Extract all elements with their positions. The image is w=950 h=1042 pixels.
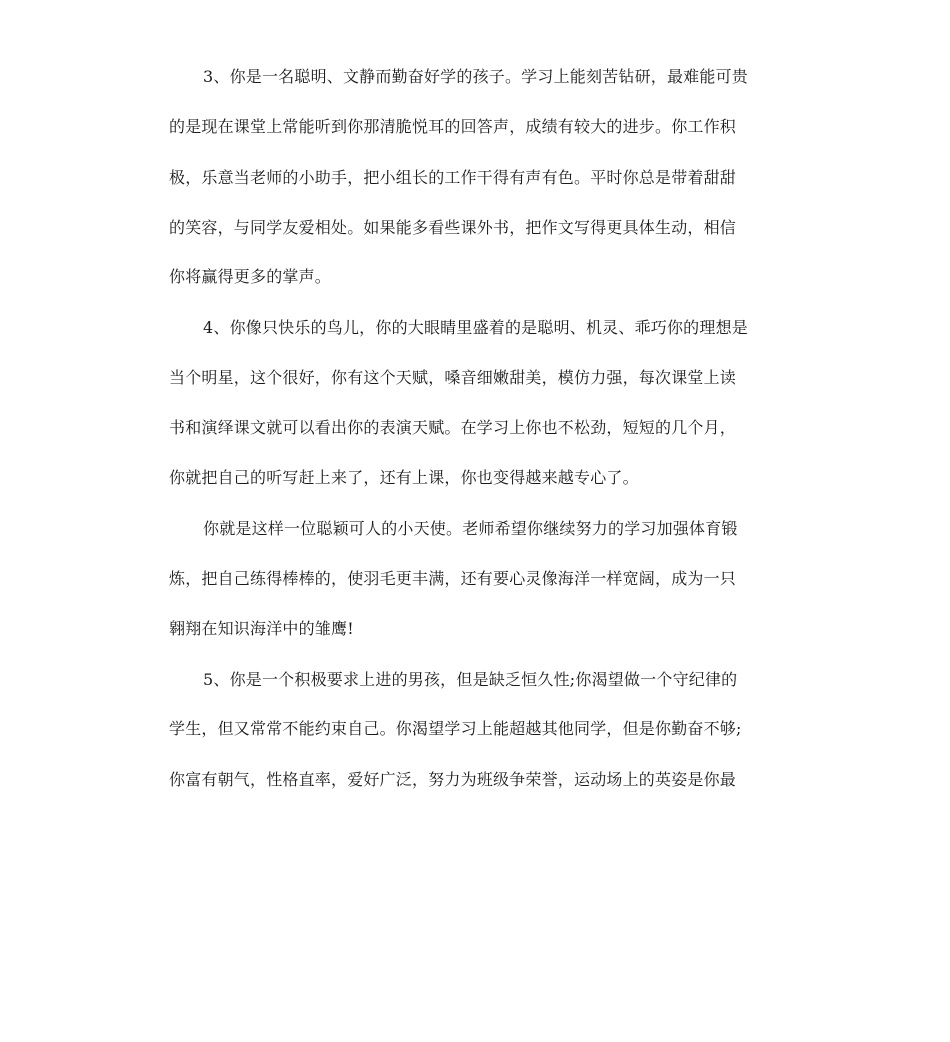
paragraph-3-line-1: 3、你是一名聪明、文静而勤奋好学的孩子。学习上能刻苦钻研，最难能可贵: [203, 67, 748, 86]
paragraph-3-line-5: 你将赢得更多的掌声。: [169, 267, 332, 286]
paragraph-3-line-3: 极，乐意当老师的小助手，把小组长的工作干得有声有色。平时你总是带着甜甜: [169, 168, 737, 187]
paragraph-angel-line-2: 炼，把自己练得棒棒的，使羽毛更丰满，还有要心灵像海洋一样宽阔，成为一只: [169, 569, 737, 588]
paragraph-4-line-2: 当个明星，这个很好，你有这个天赋，嗓音细嫩甜美，模仿力强，每次课堂上读: [169, 368, 737, 387]
paragraph-angel-line-3: 翱翔在知识海洋中的雏鹰!: [169, 619, 354, 638]
paragraph-5-line-1: 5、你是一个积极要求上进的男孩，但是缺乏恒久性;你渴望做一个守纪律的: [203, 670, 738, 689]
paragraph-4-line-4: 你就把自己的听写赶上来了，还有上课，你也变得越来越专心了。: [169, 468, 639, 487]
paragraph-3-line-2: 的是现在课堂上常能听到你那清脆悦耳的回答声，成绩有较大的进步。你工作积: [169, 117, 737, 136]
paragraph-3-line-4: 的笑容，与同学友爱相处。如果能多看些课外书，把作文写得更具体生动，相信: [169, 218, 737, 237]
paragraph-5-line-2: 学生，但又常常不能约束自己。你渴望学习上能超越其他同学，但是你勤奋不够;: [169, 719, 742, 738]
paragraph-4-line-3: 书和演绎课文就可以看出你的表演天赋。在学习上你也不松劲，短短的几个月，: [169, 418, 737, 437]
paragraph-5-line-3: 你富有朝气，性格直率，爱好广泛，努力为班级争荣誉，运动场上的英姿是你最: [169, 770, 737, 789]
paragraph-angel-line-1: 你就是这样一位聪颖可人的小天使。老师希望你继续努力的学习加强体育锻: [203, 519, 738, 538]
paragraph-4-line-1: 4、你像只快乐的鸟儿，你的大眼睛里盛着的是聪明、机灵、乖巧你的理想是: [203, 318, 748, 337]
